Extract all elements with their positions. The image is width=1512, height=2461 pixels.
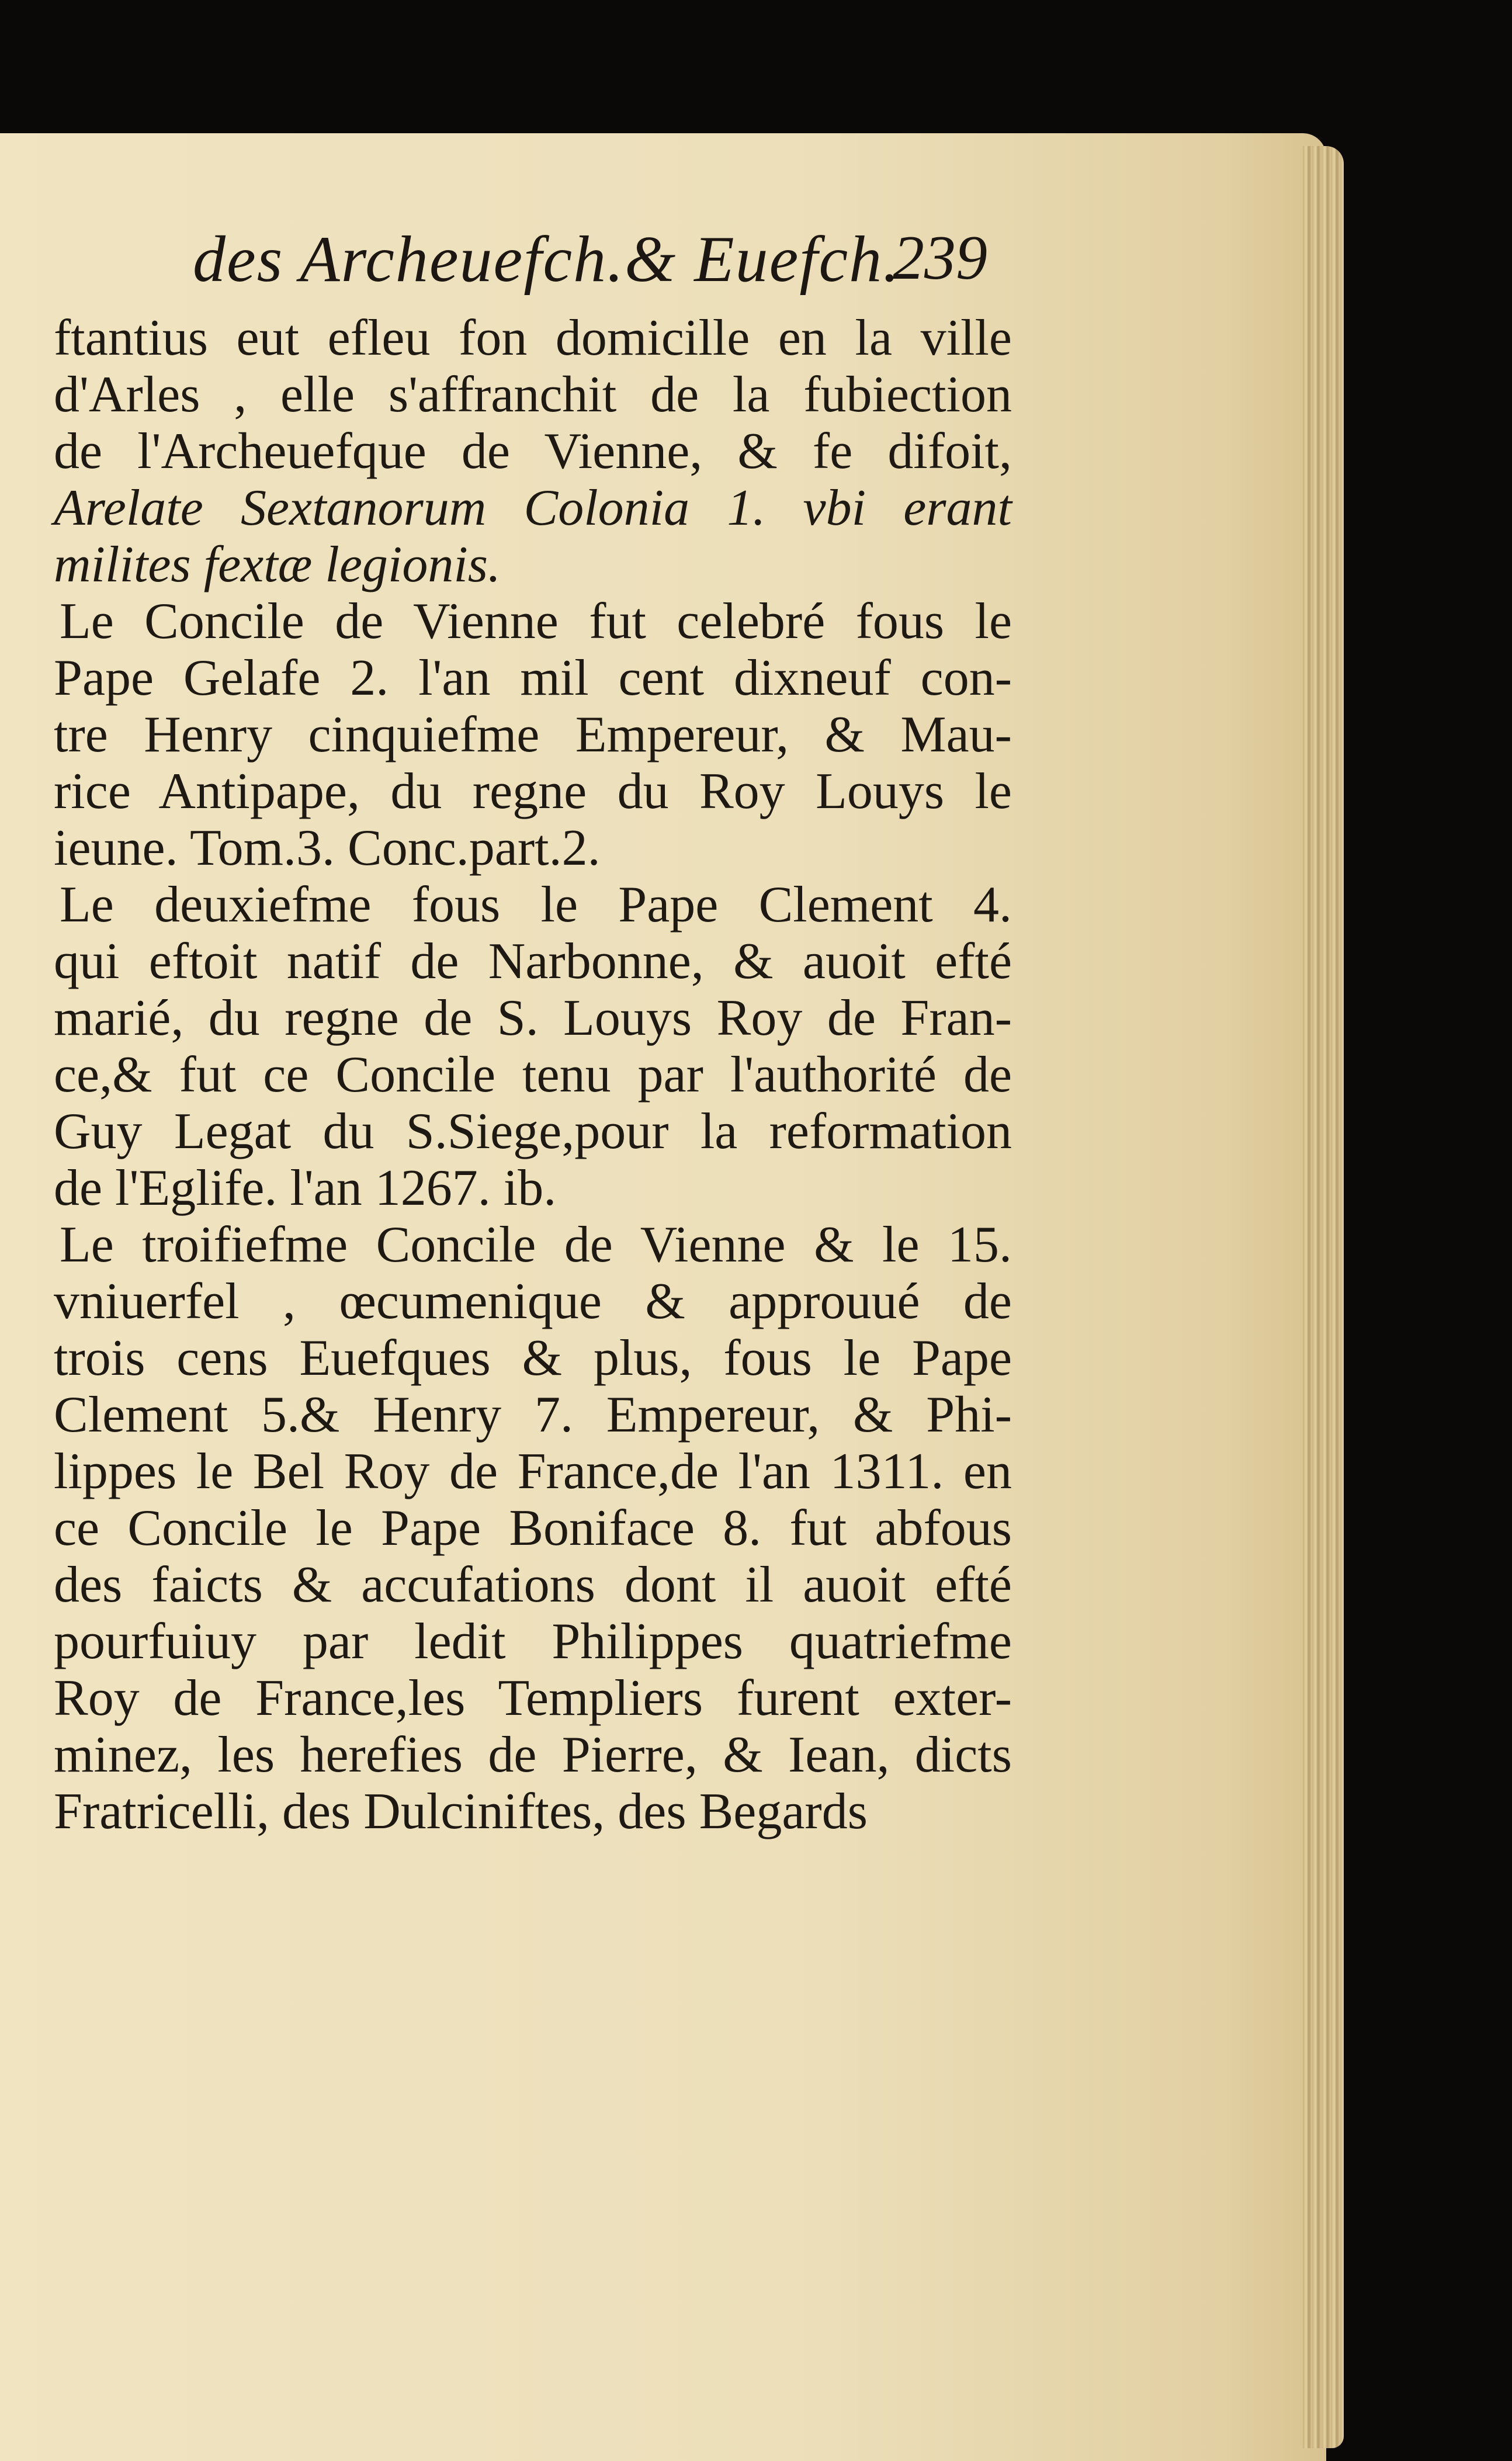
text-line: ce Concile le Pape Boniface 8. fut abfous xyxy=(54,1500,1012,1557)
text-line: ieune. Tom.3. Conc.part.2. xyxy=(54,820,601,876)
text-line: milites fextæ legionis. xyxy=(54,536,501,593)
text-line: Clement 5.& Henry 7. Empereur, & Phi- xyxy=(54,1387,1012,1443)
text-line: d'Arles , elle s'affranchit de la fubiection xyxy=(54,366,1012,423)
paragraph xyxy=(54,310,1012,593)
text-line: Pape Gelafe 2. l'an mil cent dixneuf con- xyxy=(54,650,1012,706)
text-line: de l'Archeuefque de Vienne, & fe difoit, xyxy=(54,423,1012,480)
text-line: ce,& fut ce Concile tenu par l'authorité de xyxy=(54,1046,1012,1103)
paragraph xyxy=(54,1216,1012,1840)
page-number: 239 xyxy=(893,223,987,293)
text-line: Roy de France,les Templiers furent exter- xyxy=(54,1670,1012,1727)
text-line: tre Henry cinquiefme Empereur, & Mau- xyxy=(54,706,1012,763)
body-text xyxy=(54,310,1012,1840)
text-line: minez, les herefies de Pierre, & Iean, dicts xyxy=(54,1727,1012,1783)
text-line: lippes le Bel Roy de France,de l'an 1311. en xyxy=(54,1443,1012,1500)
running-head: des Archeuefch.& Euefch. xyxy=(193,223,901,296)
paragraph xyxy=(54,876,1012,1216)
text-line: Arelate Sextanorum Colonia 1. vbi erant xyxy=(54,480,1012,536)
page-header xyxy=(193,222,987,310)
text-line: Le deuxiefme fous le Pape Clement 4. xyxy=(60,876,1012,933)
page-edges xyxy=(1303,146,1344,2448)
text-line: Le Concile de Vienne fut celebré fous le xyxy=(60,593,1012,650)
text-line: pourfuiuy par ledit Philippes quatriefme xyxy=(54,1613,1012,1670)
text-line: des faicts & accufations dont il auoit efté xyxy=(54,1557,1012,1613)
text-line: Fratricelli, des Dulciniftes, des Begards xyxy=(54,1783,868,1840)
text-line: ftantius eut efleu fon domicille en la ville xyxy=(54,310,1012,366)
text-line: marié, du regne de S. Louys Roy de Fran- xyxy=(54,990,1012,1046)
text-line: vniuerfel , œcumenique & approuué de xyxy=(54,1273,1012,1330)
text-line: qui eftoit natif de Narbonne, & auoit efté xyxy=(54,933,1012,990)
text-line: Le troifiefme Concile de Vienne & le 15. xyxy=(60,1216,1012,1273)
text-line: trois cens Euefques & plus, fous le Pape xyxy=(54,1330,1012,1387)
text-line: rice Antipape, du regne du Roy Louys le xyxy=(54,763,1012,820)
text-line: de l'Eglife. l'an 1267. ib. xyxy=(54,1160,557,1216)
text-line: Guy Legat du S.Siege,pour la reformation xyxy=(54,1103,1012,1160)
paragraph xyxy=(54,593,1012,876)
